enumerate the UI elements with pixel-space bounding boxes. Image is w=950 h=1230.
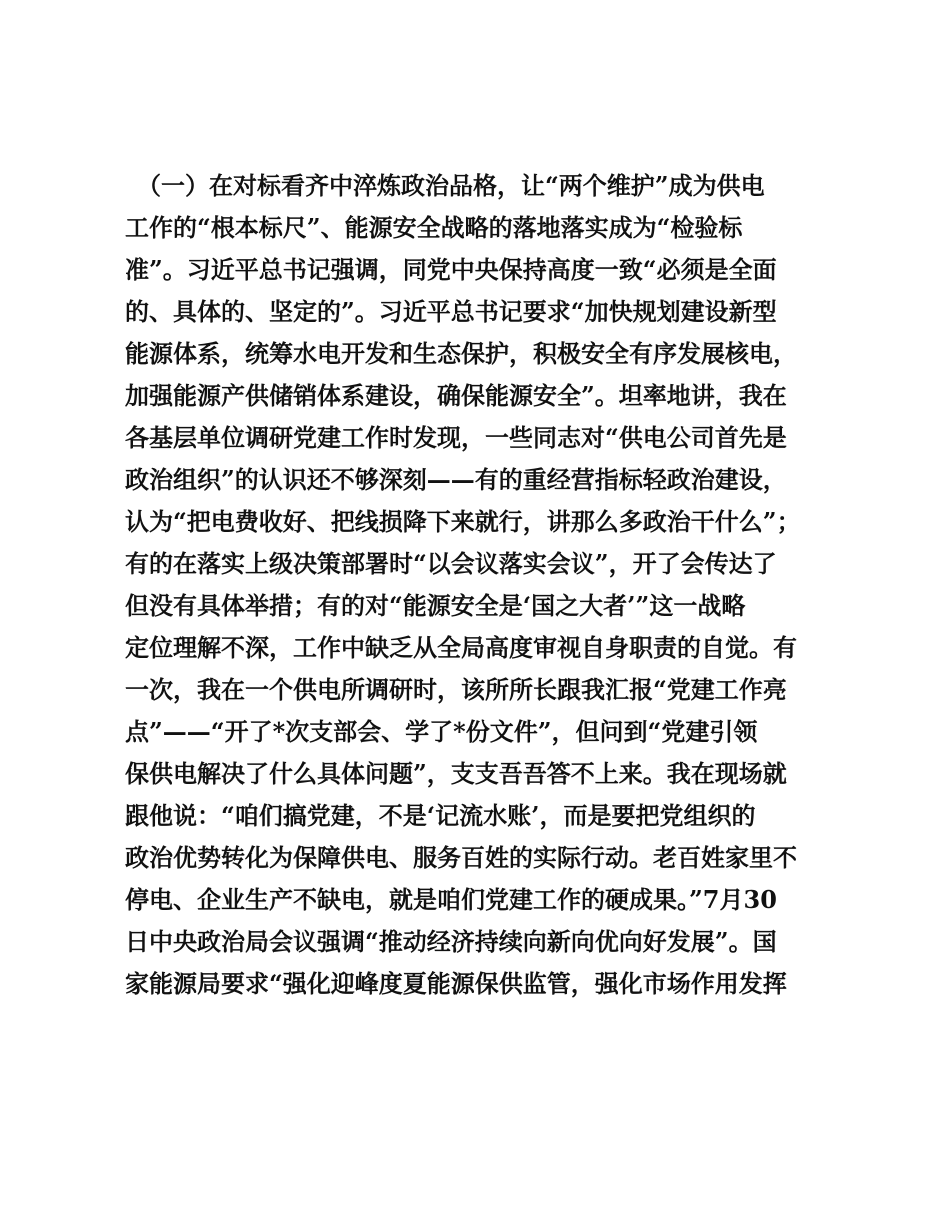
text-line: 点”——“开了*次支部会、学了*份文件”，但问到“党建引领 <box>125 717 758 746</box>
text-line: 定位理解不深，工作中缺乏从全局高度审视自身职责的自觉。有 <box>125 633 797 662</box>
text-line: 日中央政治局会议强调“推动经济持续向新向优向好发展”。国 <box>125 927 777 956</box>
text-line: 跟他说：“咱们搞党建，不是‘记流水账’，而是要把党组织的 <box>125 801 756 830</box>
text-line: 工作的“根本标尺”、能源安全战略的落地落实成为“检验标 <box>125 213 743 242</box>
text-line: 各基层单位调研党建工作时发现，一些同志对“供电公司首先是 <box>125 423 787 452</box>
text-line: 保供电解决了什么具体问题”，支支吾吾答不上来。我在现场就 <box>125 759 787 788</box>
text-line: 但没有具体举措；有的对“能源安全是‘国之大者’”这一战略 <box>125 591 746 620</box>
text-line: （一）在对标看齐中淬炼政治品格，让“两个维护”成为供电 <box>125 171 765 200</box>
text-line: 一次，我在一个供电所调研时，该所所长跟我汇报“党建工作亮 <box>125 675 787 704</box>
text-line: 的、具体的、坚定的”。习近平总书记要求“加快规划建设新型 <box>125 297 777 326</box>
text-line: 有的在落实上级决策部署时“以会议落实会议”，开了会传达了 <box>125 549 777 578</box>
text-line: 能源体系，统筹水电开发和生态保护，积极安全有序发展核电， <box>125 339 797 368</box>
text-line: 政治组织”的认识还不够深刻——有的重经营指标轻政治建设， <box>125 465 787 494</box>
text-line: 停电、企业生产不缺电，就是咱们党建工作的硬成果。”7月30 <box>125 885 777 914</box>
text-line: 加强能源产供储销体系建设，确保能源安全”。坦率地讲，我在 <box>125 381 787 410</box>
text-line: 政治优势转化为保障供电、服务百姓的实际行动。老百姓家里不 <box>125 843 797 872</box>
text-line: 准”。习近平总书记强调，同党中央保持高度一致“必须是全面 <box>125 255 777 284</box>
text-line: 认为“把电费收好、把线损降下来就行，讲那么多政治干什么”； <box>125 507 801 536</box>
text-line: 家能源局要求“强化迎峰度夏能源保供监管，强化市场作用发挥 <box>125 969 787 998</box>
